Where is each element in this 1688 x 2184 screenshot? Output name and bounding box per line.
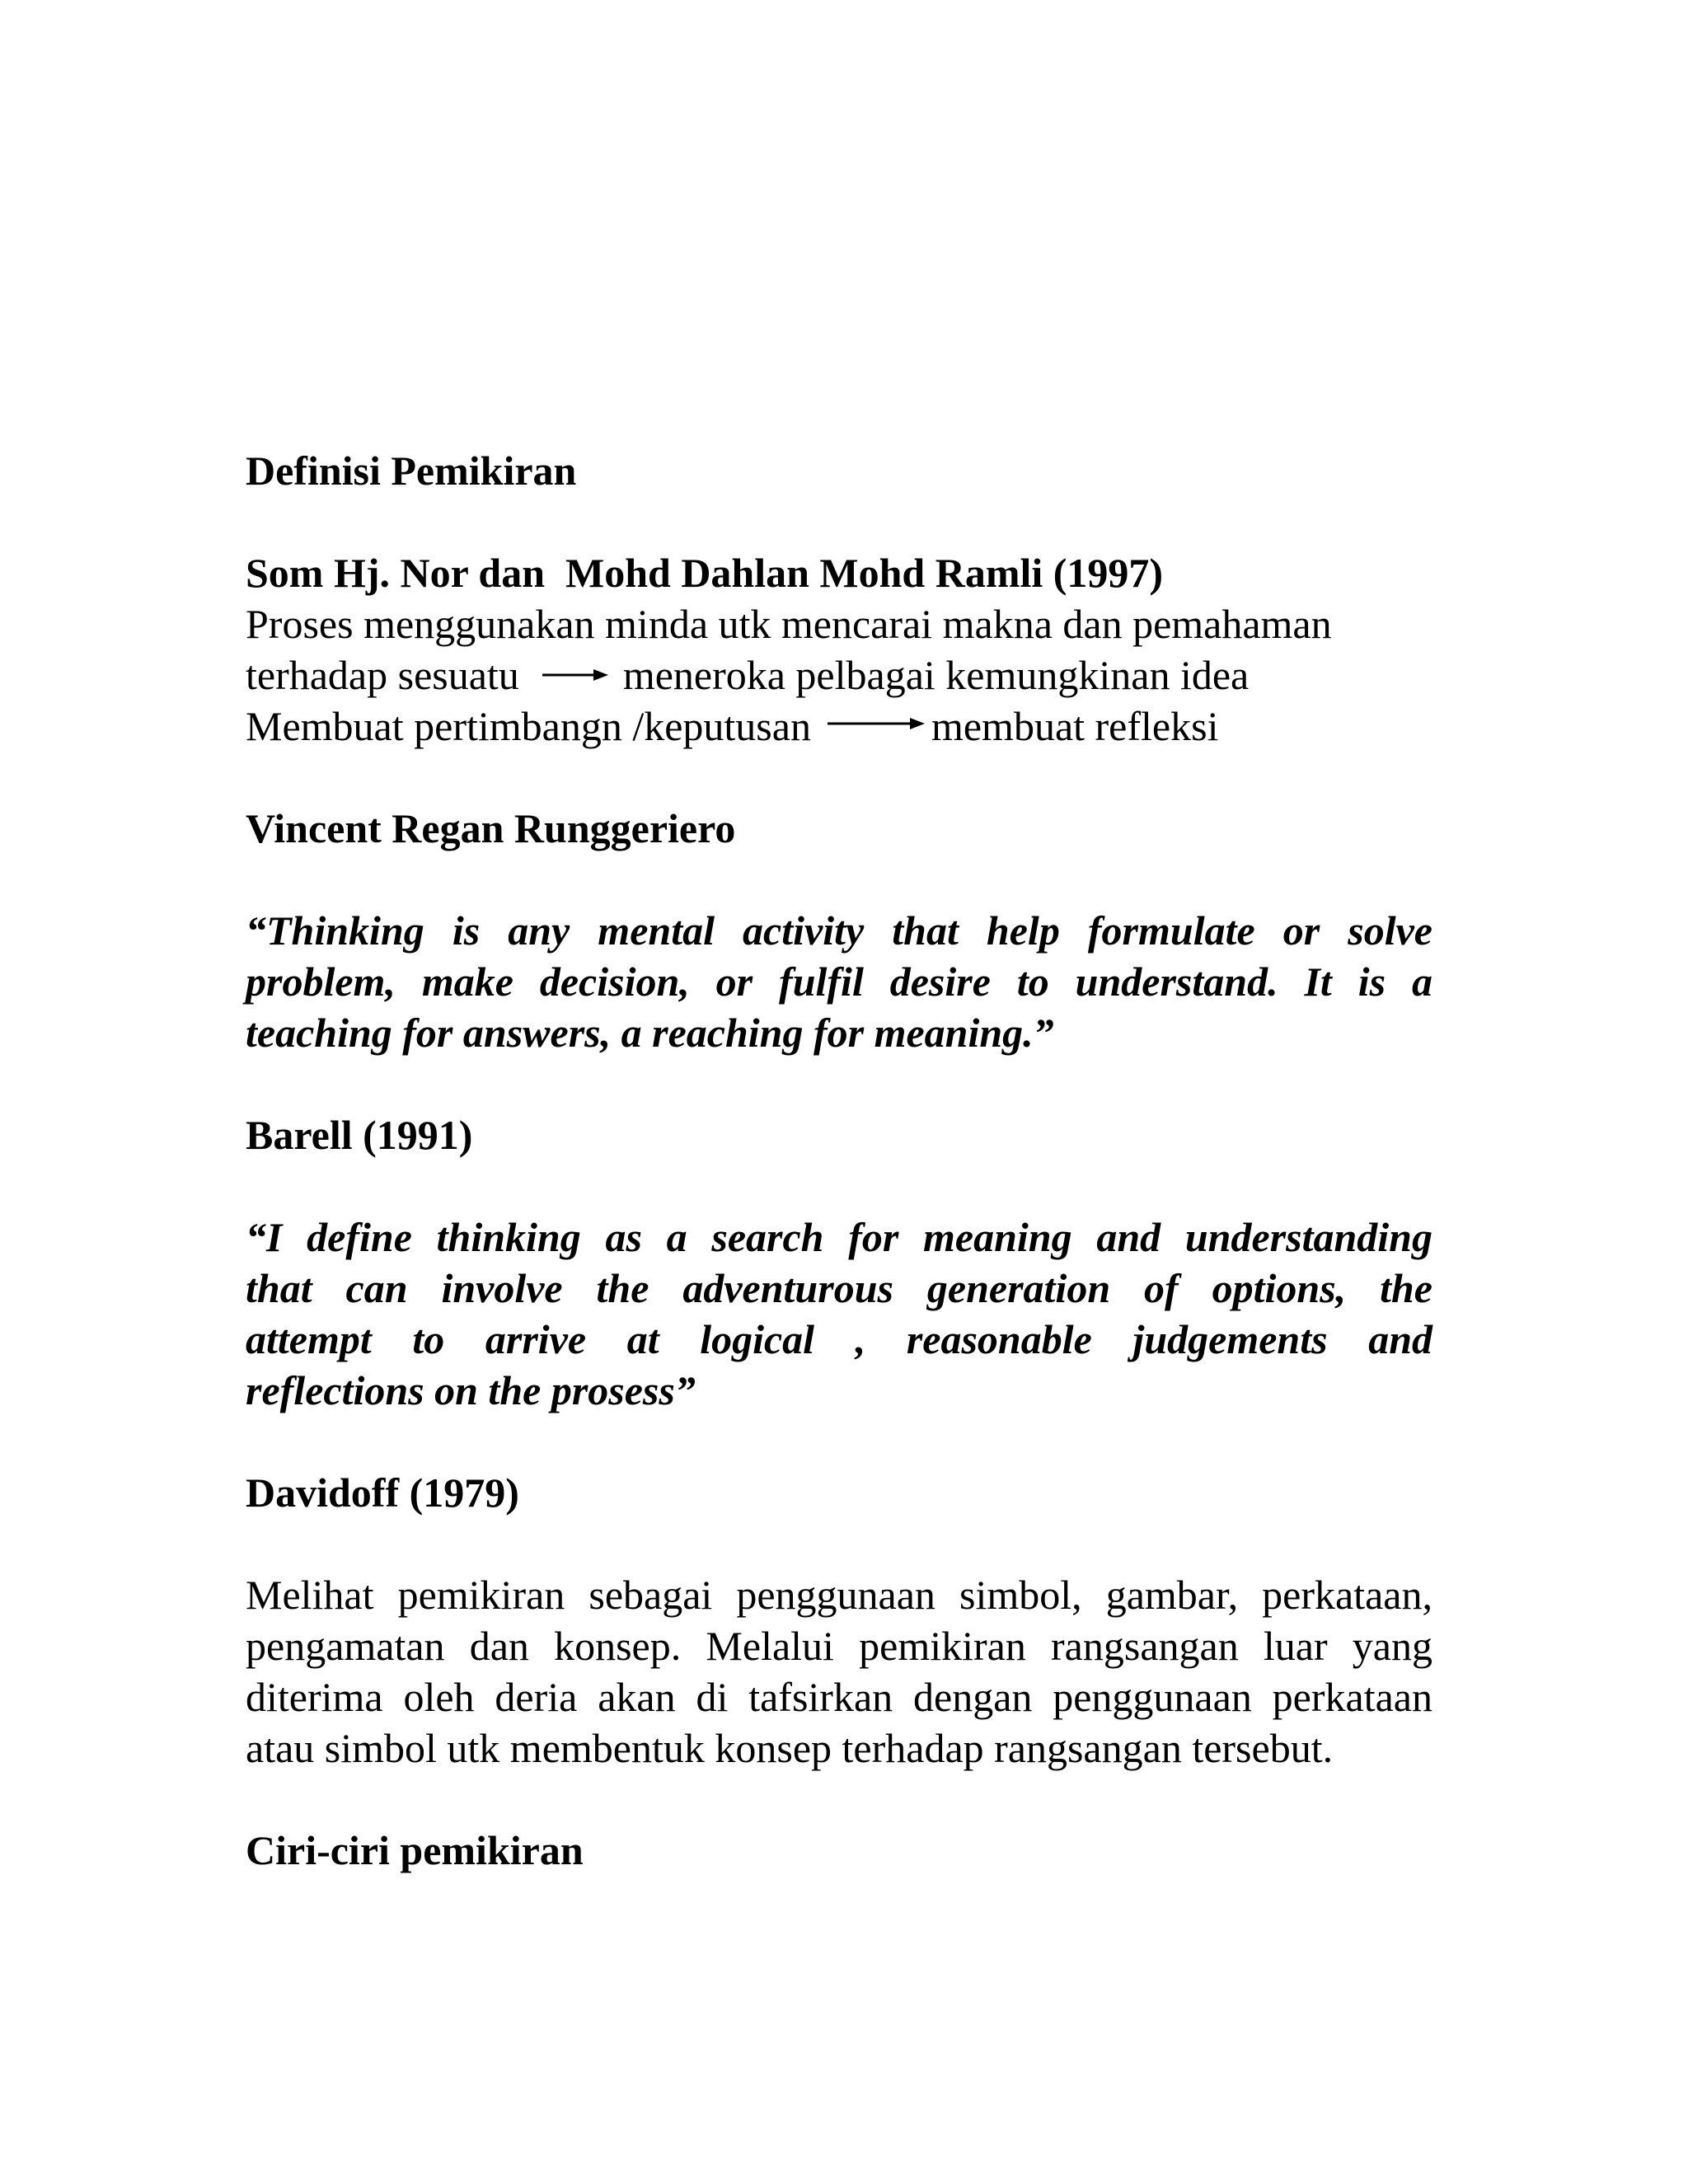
section-heading-ciri-ciri: Ciri-ciri pemikiran xyxy=(246,1827,584,1873)
quote-line: attempt to arrive at logical , reasonable judgements and xyxy=(246,1316,1432,1362)
section-heading-vincent: Vincent Regan Runggeriero xyxy=(246,805,736,851)
body-line: Melihat pemikiran sebagai penggunaan simbol, gambar, perkataan, xyxy=(246,1572,1432,1618)
quote-line: teaching for answers, a reaching for meaning.” xyxy=(246,1010,1054,1056)
quote-line: problem, make decision, or fulfil desire to understand. It is a xyxy=(246,958,1432,1005)
quote-vincent xyxy=(246,905,1432,1058)
definition-line-2-end: meneroka pelbagai kemungkinan idea xyxy=(622,652,1250,698)
definition-line-3-end: membuat refleksi xyxy=(931,703,1219,749)
quote-line: reflections on the prosess” xyxy=(246,1367,696,1413)
document-content xyxy=(246,445,1432,1876)
arrow-right-icon xyxy=(828,712,925,740)
body-line: atau simbol utk membentuk konsep terhadap rangsangan tersebut. xyxy=(246,1725,1334,1771)
section-heading-davidoff: Davidoff (1979) xyxy=(246,1469,519,1516)
definition-line-3-start: Membuat pertimbangn /keputusan xyxy=(246,703,811,749)
definition-line-2 xyxy=(246,649,1432,701)
quote-line: “Thinking is any mental activity that help formulate or solve xyxy=(246,907,1432,954)
definition-line-1: Proses menggunakan minda utk mencarai makna dan pemahaman xyxy=(246,601,1332,647)
body-line: diterima oleh deria akan di tafsirkan dengan penggunaan perkataan xyxy=(246,1674,1432,1720)
page-title: Definisi Pemikiran xyxy=(246,448,577,494)
section-heading-barell: Barell (1991) xyxy=(246,1112,473,1158)
quote-line: that can involve the adventurous generation of options, the xyxy=(246,1265,1432,1311)
davidoff-paragraph xyxy=(246,1569,1432,1774)
quote-line: “I define thinking as a search for meaning and understanding xyxy=(246,1214,1432,1260)
arrow-right-icon xyxy=(542,667,608,683)
section-heading-som-nor: Som Hj. Nor dan Mohd Dahlan Mohd Ramli (1997) xyxy=(246,550,1164,596)
definition-line-3 xyxy=(246,701,1432,752)
body-line: pengamatan dan konsep. Melalui pemikiran rangsangan luar yang xyxy=(246,1623,1432,1669)
quote-barell xyxy=(246,1212,1432,1416)
definition-line-2-start: terhadap sesuatu xyxy=(246,652,519,698)
